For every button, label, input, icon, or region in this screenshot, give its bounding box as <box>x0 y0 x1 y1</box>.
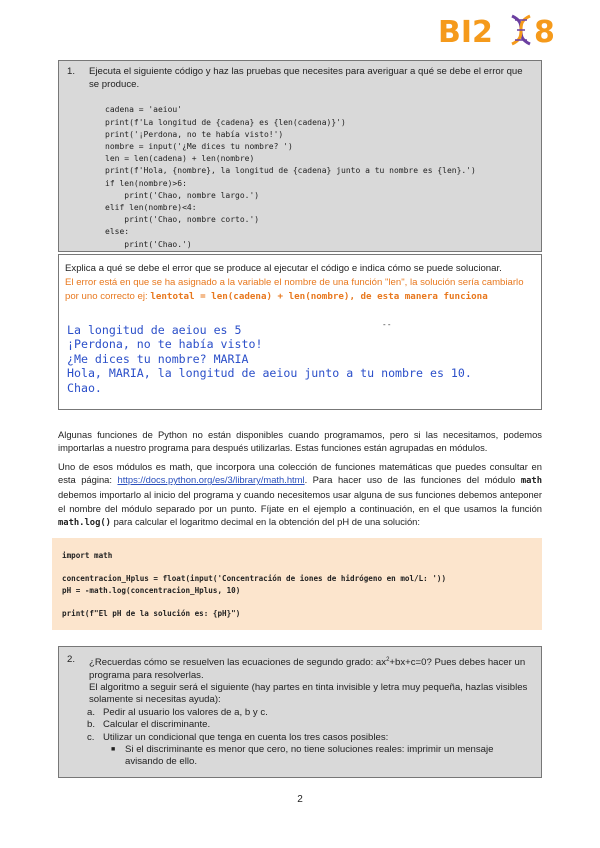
console-line: ¿Me dices tu nombre? MARIA <box>67 351 249 366</box>
answer-text: El error está en que se ha asignado a la variable el nombre de una función "len", la solución sería cambiarlo por uno correcto ej: <box>65 277 524 302</box>
step-b <box>87 719 533 731</box>
step-letter: c. <box>87 731 95 743</box>
code-line: else: <box>105 227 130 237</box>
dna-icon <box>512 16 530 44</box>
page-number: 2 <box>297 794 303 805</box>
step-text: Calcular el discriminante. <box>103 719 211 731</box>
step-a <box>87 706 533 719</box>
code-line: nombre = input('¿Me dices tu nombre? ') <box>105 142 293 151</box>
code-line: print(f'La longitud de {cadena} es {len(cadena)}') <box>105 117 346 127</box>
module-name: math <box>520 476 542 487</box>
code-line: print('Chao, nombre corto.') <box>105 215 260 225</box>
question1 <box>67 66 533 275</box>
explanation-box <box>58 254 542 410</box>
function-name: math.log() <box>58 517 111 528</box>
algorithm-intro: El algoritmo a seguir será el siguiente (hay partes en tinta invisible y letra muy pequeña, hazlas visibles solamente si necesitas ayuda): <box>89 682 528 706</box>
question2-number: 2. <box>67 654 76 665</box>
paragraph-math-part3: debemos importarlo al inicio del programa y cuando necesitemos usar alguna de sus funciones debemos anteponer el nombre del módulo separado por un punto. Fíjate en el ejemplo a continuación, en el que usamos la función <box>58 489 542 514</box>
paragraph-modules: Algunas funciones de Python no están disponibles cuando programamos, pero si las necesitamos, podemos importarlas a nuestro programa para después utilizarlas. Estas funciones están agrupadas en módulos. <box>58 429 542 454</box>
logo-text-end: 8 <box>534 15 555 50</box>
math-docs-link[interactable]: https://docs.python.org/es/3/library/math.html <box>117 474 305 486</box>
code-line: print('¡Perdona, no te había visto!') <box>105 129 284 139</box>
code-line: pH = -math.log(concentracion_Hplus, 10) <box>62 585 241 595</box>
explanation-prompt: Explica a qué se debe el error que se produce al ejecutar el código e indica cómo se puede solucionar. <box>65 263 502 274</box>
question1-number: 1. <box>67 66 76 77</box>
step-c <box>87 731 533 744</box>
code-line: cadena = 'aeiou' <box>105 105 183 115</box>
question1-box <box>58 60 542 252</box>
paragraph-math-part4: para calcular el logaritmo decimal en la obtención del pH de una solución: <box>110 515 421 527</box>
code-line: len = len(cadena) + len(nombre) <box>105 154 255 164</box>
question2 <box>67 654 533 769</box>
explanation-answer <box>65 276 537 304</box>
bi2008-logo <box>438 10 562 50</box>
step-text: Utilizar un condicional que tenga en cuenta los tres casos posibles: <box>103 731 389 743</box>
code-line: import math <box>62 551 113 560</box>
question2-box <box>58 646 542 778</box>
paragraph-math <box>58 460 542 530</box>
code-line: concentracion_Hplus = float(input('Concentración de iones de hidrógeno en mol/L: ')) <box>62 574 447 584</box>
code-line: print(f'Hola, {nombre}, la longitud de {cadena} junto a tu nombre es {len}.') <box>105 166 476 176</box>
prompt-part-b: +bx+c=0? Pues debes hacer un programa para resolverlas. <box>89 657 526 681</box>
step-text: Pedir al usuario los valores de a, b y c. <box>103 706 268 718</box>
step-letter: a. <box>87 706 96 718</box>
code-line: if len(nombre)>6: <box>105 178 187 188</box>
bullet-negative-discriminant <box>111 744 533 769</box>
question1-code <box>105 92 533 275</box>
explanation <box>65 262 537 329</box>
code-line: print('Chao, nombre largo.') <box>105 190 260 200</box>
paragraph-math-part1: Uno de esos módulos es math, que incorpora una colección de funciones matemáticas que puedes consultar en esta página: <box>58 461 542 486</box>
console-line: Hola, MARIA, la longitud de aeiou junto a tu nombre es 10. <box>67 366 472 381</box>
console-line: La longitud de aeiou es 5 <box>67 323 242 337</box>
code-line: print(f"El pH de la solución es: {pH}") <box>62 608 241 618</box>
code-line: print('Chao.') <box>105 239 192 249</box>
square-bullet-icon: ■ <box>111 746 116 754</box>
step-letter: b. <box>87 719 96 731</box>
console-line: Chao. <box>67 380 102 395</box>
answer-code: lentotal = len(cadena) + len(nombre), de esta manera funciona <box>150 291 488 302</box>
code-line <box>62 562 532 574</box>
bullet-text: Si el discriminante es menor que cero, no tiene soluciones reales: imprimir un mensaje avisando de ello. <box>125 744 494 768</box>
console-output <box>67 323 537 395</box>
console-line: ¡Perdona, no te había visto! <box>67 337 263 352</box>
question1-prompt: Ejecuta el siguiente código y haz las pruebas que necesites para averiguar a qué se debe el error que se produce. <box>89 66 523 90</box>
prompt-part-a: ¿Recuerdas cómo se resuelven las ecuaciones de segundo grado: ax <box>89 657 387 669</box>
example-code <box>62 550 532 620</box>
paragraph-math-part2: . Para hacer uso de las funciones del módulo <box>304 474 521 486</box>
prompt-superscript: 2 <box>386 657 390 663</box>
dash-mark: - - <box>383 320 391 329</box>
example-code-box <box>52 538 542 630</box>
question2-prompt <box>89 654 533 682</box>
logo-text: BI2 <box>438 15 493 50</box>
code-line: elif len(nombre)<4: <box>105 203 197 213</box>
code-line <box>62 596 532 608</box>
